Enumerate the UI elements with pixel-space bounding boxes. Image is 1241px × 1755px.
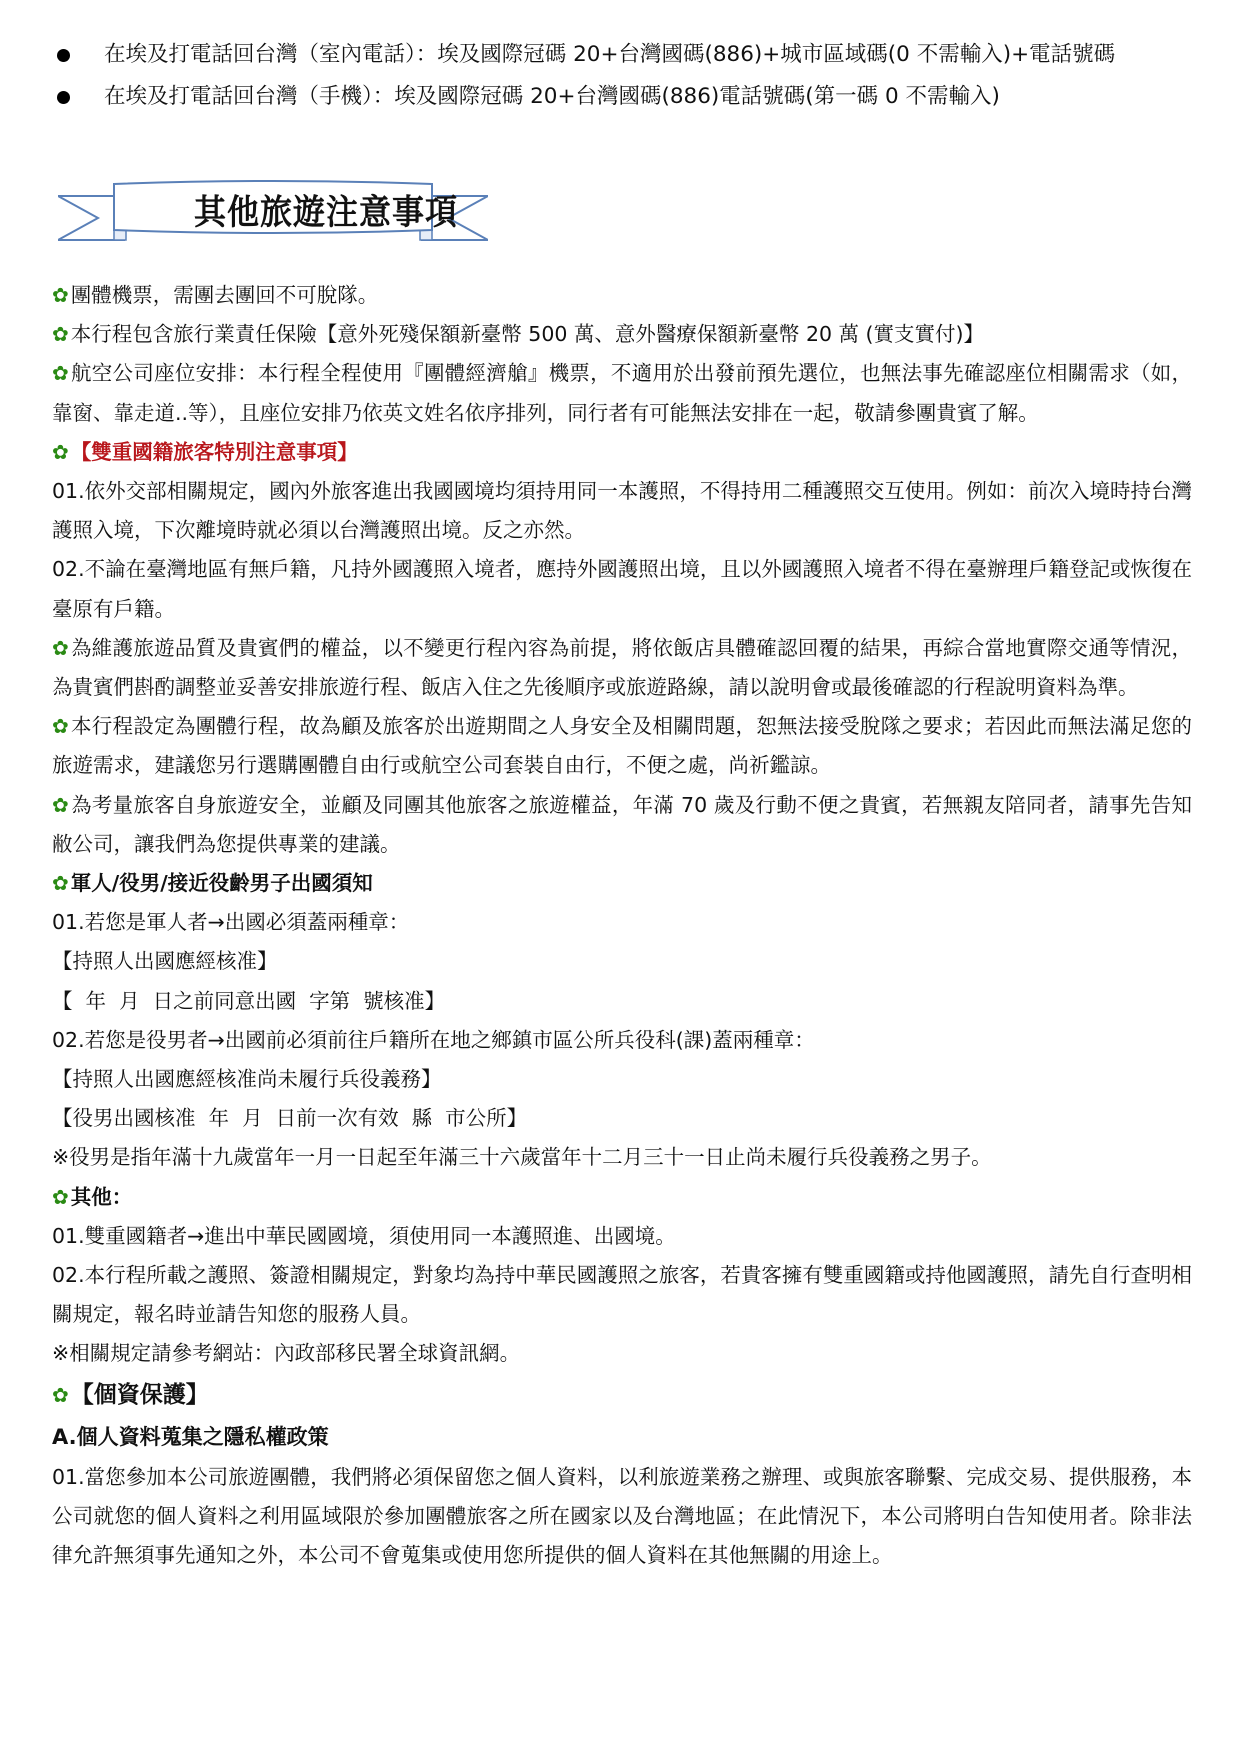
dual-nationality-heading: ✿【雙重國籍旅客特別注意事項】 — [52, 439, 358, 464]
notes-content — [52, 276, 1192, 1575]
note-paragraph: 【持照人出國應經核准尚未履行兵役義務】 — [52, 1067, 442, 1092]
flower-icon: ✿ — [52, 714, 70, 739]
note-paragraph: ✿本行程設定為團體行程，故為顧及旅客於出遊期間之人身安全及相關問題，恕無法接受脫隊之要求；若因此而無法滿足您的旅遊需求，建議您另行選購團體自由行或航空公司套裝自由行，不便之處，尚祈鑑諒。 — [52, 714, 1192, 778]
note-paragraph: ✿為維護旅遊品質及貴賓們的權益，以不變更行程內容為前提，將依飯店具體確認回覆的結果，再綜合當地實際交通等情況，為貴賓們斟酌調整並妥善安排旅遊行程、飯店入住之先後順序或旅遊路線，請以說明會或最後確認的行程說明資料為準。 — [52, 635, 1192, 700]
banner-title: 其他旅遊注意事項 — [193, 191, 458, 233]
other-heading: ✿其他： — [52, 1184, 133, 1209]
note-paragraph: 【持照人出國應經核准】 — [52, 949, 278, 974]
flower-icon: ✿ — [52, 361, 70, 386]
note-paragraph: ✿本行程包含旅行業責任保險【意外死殘保額新臺幣 500 萬、意外醫療保額新臺幣 20 萬 (實支實付)】 — [52, 322, 985, 347]
section-banner — [58, 178, 488, 252]
note-paragraph: 【 年 月 日之前同意出國 字第 號核准】 — [52, 988, 446, 1013]
flower-icon: ✿ — [52, 439, 69, 464]
flower-icon: ✿ — [52, 871, 69, 896]
flower-icon: ✿ — [52, 322, 69, 347]
note-paragraph: 02.若您是役男者→出國前必須前往戶籍所在地之鄉鎮市區公所兵役科(課)蓋兩種章： — [52, 1027, 815, 1052]
note-paragraph: ✿航空公司座位安排：本行程全程使用『團體經濟艙』機票，不適用於出發前預先選位，也無法事先確認座位相關需求（如，靠窗、靠走道..等），且座位安排乃依英文姓名依序排列，同行者有可能無法安排在一起，敬請參團貴賓了解。 — [52, 361, 1192, 425]
bullet-dot-icon — [57, 49, 70, 62]
note-paragraph: ✿團體機票，需團去團回不可脫隊。 — [52, 283, 379, 307]
note-paragraph: 01.依外交部相關規定，國內外旅客進出我國國境均須持用同一本護照，不得持用二種護照交互使用。例如：前次入境時持台灣護照入境，下次離境時就必須以台灣護照出境。反之亦然。 — [52, 479, 1192, 543]
military-heading: ✿軍人/役男/接近役齡男子出國須知 — [52, 871, 373, 896]
phone-bullet-list — [52, 36, 1192, 120]
flower-icon: ✿ — [52, 1382, 69, 1407]
bullet-item — [52, 36, 1192, 74]
flower-icon: ✿ — [52, 1184, 69, 1209]
bullet-item — [52, 78, 1192, 116]
privacy-heading: ✿【個資保護】 — [52, 1381, 209, 1408]
flower-icon: ✿ — [52, 792, 70, 817]
note-paragraph: ※相關規定請參考網站：內政部移民署全球資訊網。 — [52, 1341, 521, 1366]
note-paragraph: 01.當您參加本公司旅遊團體，我們將必須保留您之個人資料，以利旅遊業務之辦理、或與旅客聯繫、完成交易、提供服務，本公司就您的個人資料之利用區域限於參加團體旅客之所在國家以及台灣地區；在此情況下，本公司將明白告知使用者。除非法律允許無須事先通知之外，本公司不會蒐集或使用您所提供的個人資料在其他無關的用途上。 — [52, 1464, 1192, 1568]
bullet-dot-icon — [57, 91, 70, 104]
note-paragraph: ✿為考量旅客自身旅遊安全，並顧及同團其他旅客之旅遊權益，年滿 70 歲及行動不便之貴賓，若無親友陪同者，請事先告知敝公司，讓我們為您提供專業的建議。 — [52, 792, 1192, 856]
bullet-text: 在埃及打電話回台灣（手機）：埃及國際冠碼 20+台灣國碼(886)電話號碼(第一碼 0 不需輸入) — [104, 84, 1000, 109]
flower-icon: ✿ — [52, 283, 69, 307]
note-paragraph: 01.雙重國籍者→進出中華民國國境，須使用同一本護照進、出國境。 — [52, 1223, 676, 1248]
note-paragraph: 02.不論在臺灣地區有無戶籍，凡持外國護照入境者，應持外國護照出境，且以外國護照入境者不得在臺辦理戶籍登記或恢復在臺原有戶籍。 — [52, 557, 1192, 621]
note-paragraph: 02.本行程所載之護照、簽證相關規定，對象均為持中華民國護照之旅客，若貴客擁有雙重國籍或持他國護照，請先自行查明相關規定，報名時並請告知您的服務人員。 — [52, 1263, 1192, 1327]
privacy-subheading: A.個人資料蒐集之隱私權政策 — [52, 1424, 329, 1449]
note-paragraph: 01.若您是軍人者→出國必須蓋兩種章： — [52, 910, 410, 935]
note-paragraph: 【役男出國核准 年 月 日前一次有效 縣 市公所】 — [52, 1106, 528, 1131]
note-paragraph: ※役男是指年滿十九歲當年一月一日起至年滿三十六歲當年十二月三十一日止尚未履行兵役義務之男子。 — [52, 1145, 992, 1170]
flower-icon: ✿ — [52, 635, 70, 660]
bullet-text: 在埃及打電話回台灣（室內電話）：埃及國際冠碼 20+台灣國碼(886)+城市區域碼(0 不需輸入)+電話號碼 — [104, 42, 1116, 67]
